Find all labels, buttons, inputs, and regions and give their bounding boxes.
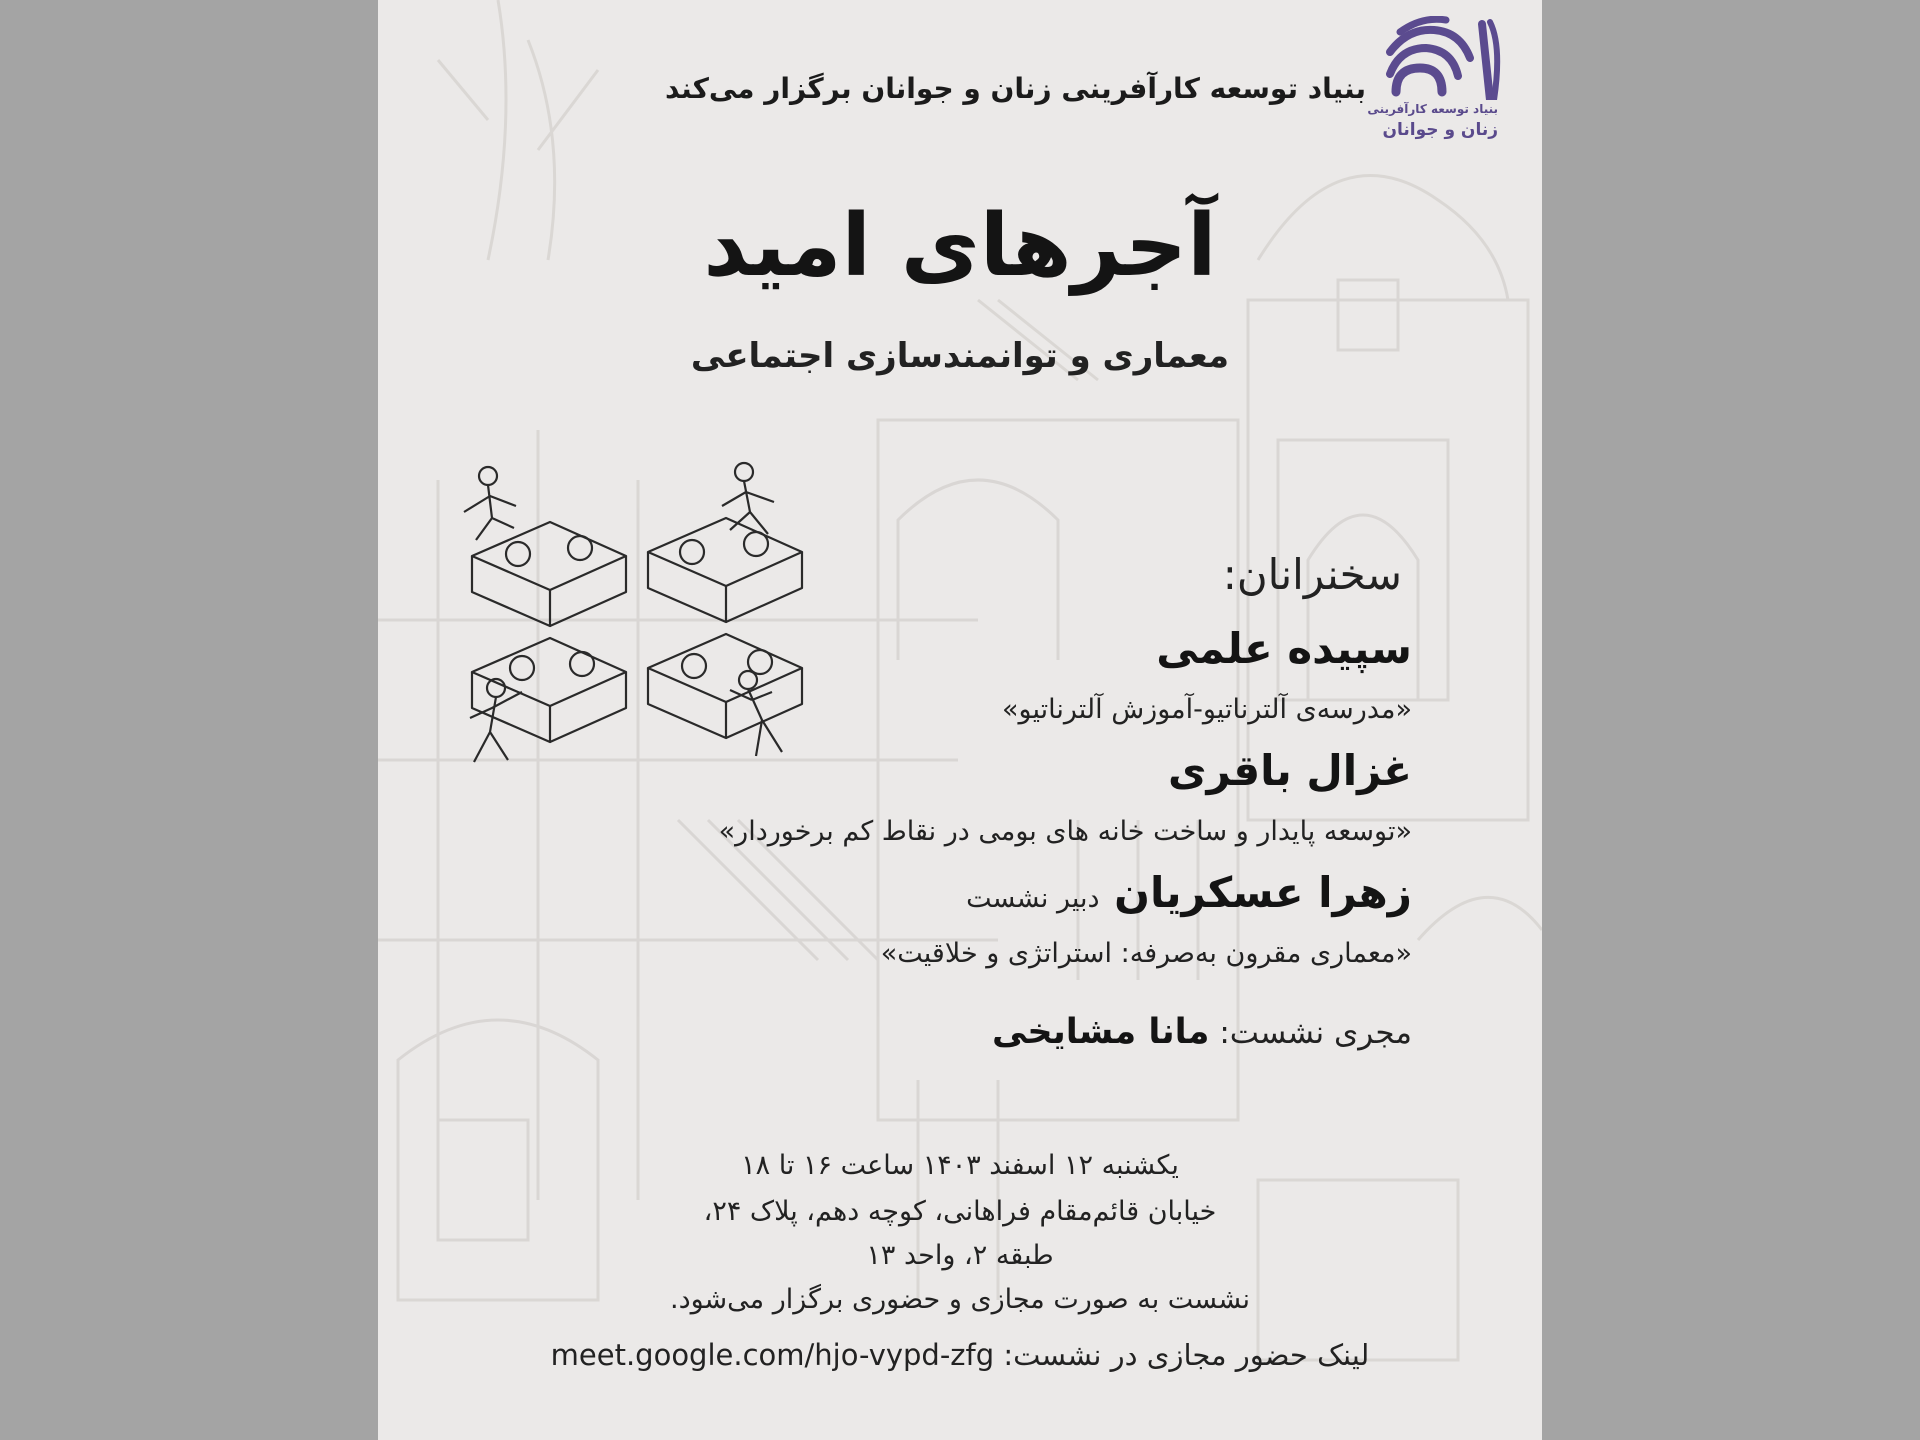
wave-logo-icon — [1386, 16, 1504, 100]
host-label: مجری نشست: — [1219, 1015, 1412, 1051]
speaker-name-with-role — [966, 868, 1412, 917]
event-format: نشست به صورت مجازی و حضوری برگزار می‌شود. — [670, 1284, 1250, 1315]
logo-caption-top: بنیاد توسعه کارآفرینی — [1367, 102, 1498, 116]
address-line: خیابان قائم‌مقام فراهانی، کوچه دهم، پلاک ۲۴، — [703, 1196, 1217, 1227]
event-poster — [378, 0, 1542, 1440]
speaker-name: غزال باقری — [1168, 746, 1412, 795]
host-name: مانا مشایخی — [991, 1012, 1210, 1052]
address-line: طبقه ۲، واحد ۱۳ — [866, 1240, 1054, 1271]
speaker-name: زهرا عسکریان — [1114, 868, 1412, 917]
speaker-name: سپیده علمی — [1156, 624, 1412, 673]
online-link-line — [378, 1338, 1542, 1372]
puzzle-pieces-illustration — [430, 456, 810, 776]
speakers-heading: سخنرانان: — [1222, 550, 1402, 599]
speaker-topic: «معماری مقرون به‌صرفه: استراتژی و خلاقیت» — [880, 938, 1412, 969]
logo-caption-bottom: زنان و جوانان — [1382, 120, 1498, 140]
online-link-label: لینک حضور مجازی در نشست: — [1003, 1338, 1370, 1372]
speaker-role: دبیر نشست — [966, 883, 1100, 914]
organization-logo — [1367, 16, 1504, 150]
organizer-line: بنیاد توسعه کارآفرینی زنان و جوانان برگزار می‌کند — [664, 72, 1366, 105]
host-line — [992, 1012, 1412, 1052]
speaker-topic: «توسعه پایدار و ساخت خانه های بومی در نقاط کم برخوردار» — [718, 816, 1412, 847]
online-link-url[interactable]: meet.google.com/hjo-vypd-zfg — [550, 1338, 995, 1372]
speaker-topic: «مدرسه‌ی آلترناتیو-آموزش آلترناتیو» — [1001, 694, 1412, 725]
event-datetime: یکشنبه ۱۲ اسفند ۱۴۰۳ ساعت ۱۶ تا ۱۸ — [741, 1150, 1179, 1181]
event-subtitle: معماری و توانمندسازی اجتماعی — [690, 336, 1230, 376]
event-title: آجرهای امید — [703, 196, 1217, 296]
